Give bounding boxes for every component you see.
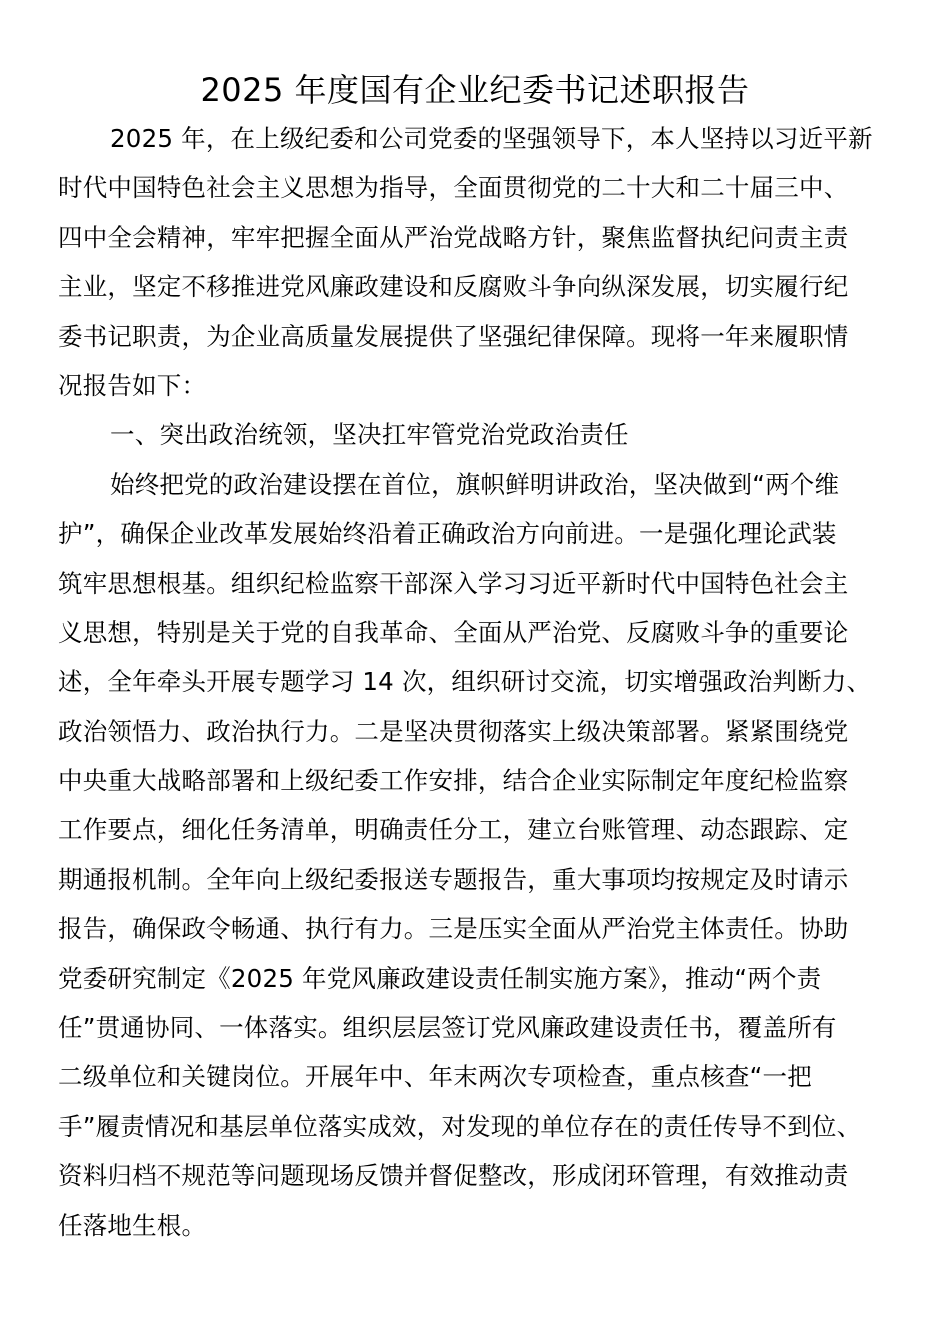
paragraph-section-1-line: 二级单位和关键岗位。开展年中、年末两次专项检查，重点核查“一把: [58, 1062, 812, 1092]
paragraph-section-1-line: 手”履责情况和基层单位落实成效，对发现的单位存在的责任传导不到位、: [58, 1111, 862, 1141]
paragraph-intro-line: 四中全会精神，牢牢把握全面从严治党战略方针，聚焦监督执纪问责主责: [58, 222, 849, 252]
paragraph-intro-line: 2025 年，在上级纪委和公司党委的坚强领导下，本人坚持以习近平新: [110, 124, 873, 153]
paragraph-section-1-line: 期通报机制。全年向上级纪委报送专题报告，重大事项均按规定及时请示: [58, 864, 849, 894]
paragraph-section-1-line: 任落地生根。: [58, 1210, 207, 1240]
paragraph-intro-line: 主业，坚定不移推进党风廉政建设和反腐败斗争向纵深发展，切实履行纪: [58, 272, 849, 302]
paragraph-intro-line: 委书记职责，为企业高质量发展提供了坚强纪律保障。现将一年来履职情: [58, 321, 849, 351]
paragraph-section-1-line: 始终把党的政治建设摆在首位，旗帜鲜明讲政治，坚决做到“两个维: [110, 469, 840, 499]
section-heading-1: 一、突出政治统领，坚决扛牢管党治党政治责任: [110, 420, 629, 450]
paragraph-section-1-line: 任”贯通协同、一体落实。组织层层签订党风廉政建设责任书，覆盖所有: [58, 1013, 837, 1043]
paragraph-section-1-line: 护”，确保企业改革发展始终沿着正确政治方向前进。一是强化理论武装: [58, 519, 837, 549]
document-body: [58, 114, 898, 1250]
paragraph-section-1-line: 述，全年牵头开展专题学习 14 次，组织研讨交流，切实增强政治判断力、: [58, 667, 872, 697]
paragraph-intro-line: 况报告如下：: [58, 370, 207, 400]
paragraph-section-1-line: 中央重大战略部署和上级纪委工作安排，结合企业实际制定年度纪检监察: [58, 766, 849, 796]
paragraph-section-1-line: 报告，确保政令畅通、执行有力。三是压实全面从严治党主体责任。协助: [58, 914, 849, 944]
paragraph-intro-line: 时代中国特色社会主义思想为指导，全面贯彻党的二十大和二十届三中、: [58, 173, 849, 203]
paragraph-section-1-line: 义思想，特别是关于党的自我革命、全面从严治党、反腐败斗争的重要论: [58, 617, 849, 647]
paragraph-section-1-line: 政治领悟力、政治执行力。二是坚决贯彻落实上级决策部署。紧紧围绕党: [58, 716, 849, 746]
paragraph-section-1-line: 党委研究制定《2025 年党风廉政建设责任制实施方案》，推动“两个责: [58, 963, 822, 993]
document-title: 2025 年度国有企业纪委书记述职报告: [200, 71, 750, 109]
paragraph-section-1-line: 资料归档不规范等问题现场反馈并督促整改，形成闭环管理，有效推动责: [58, 1161, 849, 1191]
paragraph-section-1-line: 筑牢思想根基。组织纪检监察干部深入学习习近平新时代中国特色社会主: [58, 568, 849, 598]
paragraph-section-1-line: 工作要点，细化任务清单，明确责任分工，建立台账管理、动态跟踪、定: [58, 815, 849, 845]
